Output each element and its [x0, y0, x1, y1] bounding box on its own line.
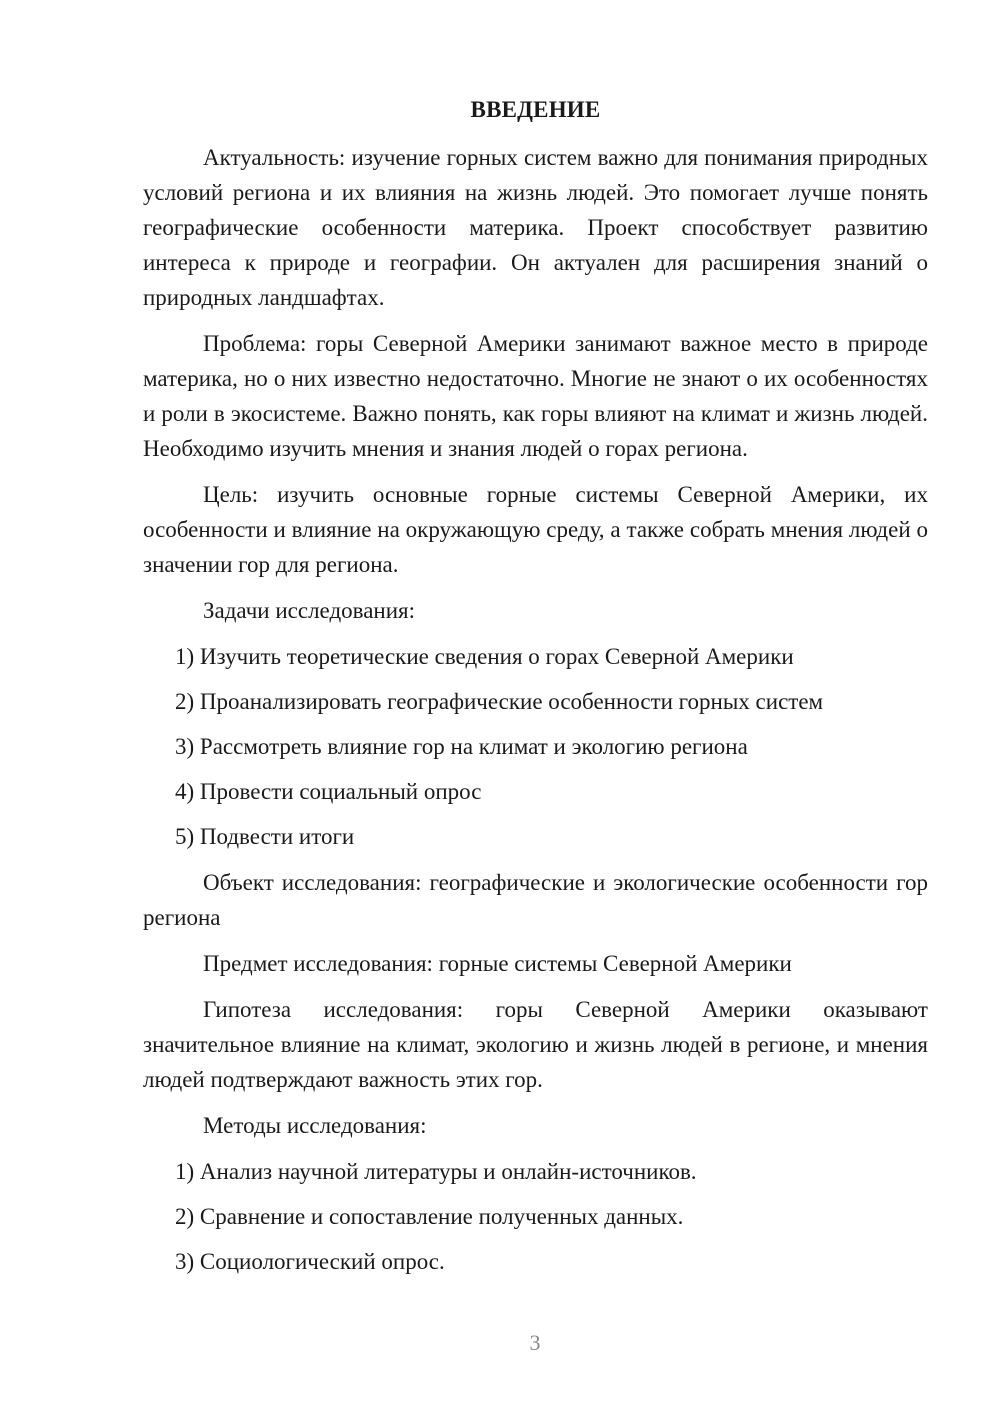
task-item: 5) Подвести итоги: [175, 824, 355, 849]
hypothesis-paragraph: Гипотеза исследования: горы Северной Америки оказывают значительное влияние на климат, экологию и жизнь людей в регионе, и мнения людей подтверждают важность этих гор.: [143, 997, 928, 1092]
methods-list: [143, 1154, 928, 1279]
goal-paragraph: Цель: изучить основные горные системы Северной Америки, их особенности и влияние на окружающую среду, а также собрать мнения людей о значении гор для региона.: [143, 482, 928, 577]
page-number: 3: [529, 1330, 541, 1355]
relevance-paragraph: Актуальность: изучение горных систем важно для понимания природных условий региона и их влияния на жизнь людей. Это помогает лучше понять географические особенности материка. Проект способствует развитию интереса к природе и географии. Он актуален для расширения знаний о природных ландшафтах.: [143, 145, 928, 310]
method-item: 3) Социологический опрос.: [175, 1249, 445, 1274]
task-item: 2) Проанализировать географические особенности горных систем: [175, 689, 824, 714]
problem-paragraph: Проблема: горы Северной Америки занимают важное место в природе материка, но о них известно недостаточно. Многие не знают о их особенностях и роли в экосистеме. Важно понять, как горы влияют на климат и жизнь людей. Необходимо изучить мнения и знания людей о горах региона.: [143, 331, 928, 461]
object-paragraph: Объект исследования: географические и экологические особенности гор региона: [143, 870, 928, 930]
methods-label: Методы исследования:: [203, 1113, 427, 1138]
task-item: 3) Рассмотреть влияние гор на климат и экологию региона: [175, 734, 748, 759]
method-item: 1) Анализ научной литературы и онлайн-источников.: [175, 1159, 697, 1184]
subject-paragraph: Предмет исследования: горные системы Северной Америки: [203, 951, 792, 976]
task-item: 4) Провести социальный опрос: [175, 779, 482, 804]
section-title: ВВЕДЕНИЕ: [470, 97, 601, 122]
tasks-list: [143, 639, 928, 854]
method-item: 2) Сравнение и сопоставление полученных данных.: [175, 1204, 684, 1229]
tasks-label: Задачи исследования:: [203, 598, 416, 623]
document-page: [143, 92, 928, 1290]
task-item: 1) Изучить теоретические сведения о горах Северной Америки: [175, 644, 794, 669]
